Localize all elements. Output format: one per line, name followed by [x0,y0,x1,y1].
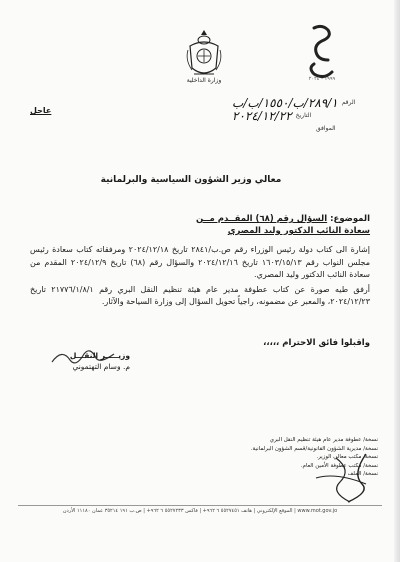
letter-body [30,244,370,311]
ministry-logo-icon [300,24,344,84]
reference-date-value: ٢٠٢٤/١٢/٢٢ [232,108,292,123]
subject [30,213,370,237]
cc-line: نسخة/ مكتب عطوفة الأمين العام. [300,462,378,469]
cc-line: نسخة/ الملف [347,471,378,477]
coat-of-arms-icon [184,28,224,80]
reference-corresponding-row [232,122,382,135]
reference-number-label: الرقم [341,99,356,106]
addressee: معالي وزير الشؤون السياسية والبرلمانية [100,175,282,185]
signatory-name: م. وسام التهتموني [72,362,130,371]
reference-block [232,96,382,135]
footer: www.mot.gov.jo | الموقع الإلكتروني | هاتف ٥٥٢٧٤٥١ ٦ ٩٦٢+ | فاكس ٥٥٢٧٢٣٣ ٦ ٩٦٢+ | ص.ب ١٩١ ٣٥٢١٤ عمان ١١١٨٠ الأردن [62,508,338,514]
signatory-block [40,350,130,372]
page-edge-shadow [394,0,400,562]
reference-corresponding-label: الموافق [316,125,336,132]
reference-number-row [232,96,382,109]
urgent-label: عاجل [30,106,52,115]
subject-line-2: سعادة النائب الدكتور وليد المصري [227,226,370,236]
signatory-title: وزيـــــر النقـــل [69,351,130,360]
subject-line-1: السؤال رقم (٦٨) المقــدم مــن [196,214,328,224]
reference-date-label: التاريخ [295,112,312,119]
cc-line: نسخة/ عطوفة مدير عام هيئة تنظيم النقل البري [269,437,378,443]
logo-subtitle: ١٩٩٩ - ٢٠٢٤ [308,76,336,82]
cc-line: نسخة/ مكتب معالي الوزير. [316,454,378,460]
cc-line: نسخة/ مديرية الشؤون القانونية/قسم الشؤون البرلمانية. [250,445,378,452]
closing: واقبلوا فائق الاحترام ،،،،، [263,338,370,348]
ministry-name: وزارة الداخلية [186,77,222,84]
footer-divider [18,505,382,506]
body-paragraph-2: أرفق طيه صورة عن كتاب عطوفة مدير عام هيئة تنظيم النقل البري رقم ٢١٧٧٦/١/٨/١ تاريخ ٢٠٢٤/١٢/٢٣، والمعبر عن مضمونه، راجياً تحويل السؤال إلى وزارة السياحة والآثار. [30,284,370,306]
subject-label: الموضوع: [330,214,370,224]
body-paragraph-1: إشارة الى كتاب دولة رئيس الوزراء رقم ص.ب/٢٨٤١ تاريخ ٢٠٢٤/١٢/١٨ ومرفقاته كتاب سعادة رئيس مجلس النواب رقم ١٦٠٣/١٥/١٣ تاريخ ٢٠٢٤/١٢/١٦ والسؤال رقم (٦٨) تاريخ ٢٠٢٤/١٢/٩ المقدم من سعادة النائب الدكتور وليد المصري. [30,245,370,279]
handwritten-annotation-icon [296,448,386,508]
reference-date-row [232,109,382,122]
reference-number-value: ٢٨٩/١/ب/١٥٥٠/ب/ب [232,95,338,110]
